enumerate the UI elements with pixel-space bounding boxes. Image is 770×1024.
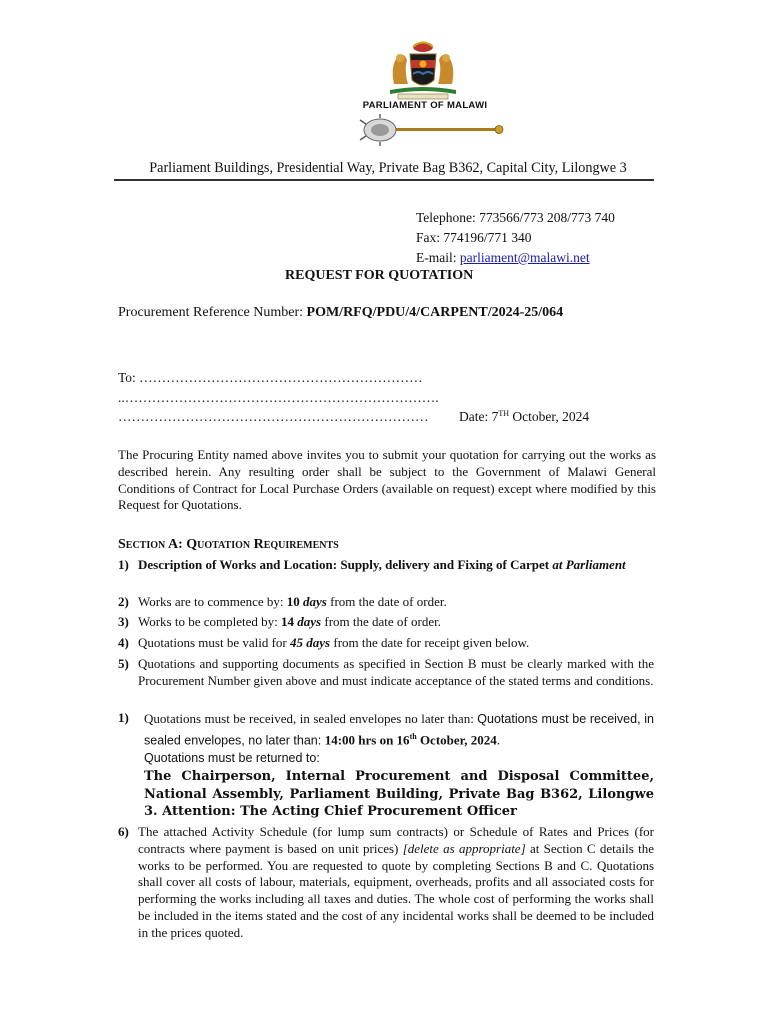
document-title: REQUEST FOR QUOTATION: [285, 268, 474, 283]
reference-label: Procurement Reference Number:: [118, 305, 307, 320]
mace-emblem: [358, 114, 506, 146]
addressee-block: The Chairperson, Internal Procurement and Disposal Committee, National Assembly, Parliament Building, Private Bag B362, Lilongwe 3. Attention: The Acting Chief Procurement Officer: [144, 769, 654, 819]
to-line-1: To: ………………………………………………………: [118, 370, 423, 385]
requirement-item-5: 5) Quotations and supporting documents as specified in Section B must be clearly marked with the Procurement Number given above and must indicate acceptance of the stated terms and conditions.: [118, 656, 654, 688]
header-divider: [114, 179, 654, 181]
section-a-heading: Section A: Quotation Requirements: [118, 537, 339, 552]
document-date: Date: 7TH October, 2024: [459, 409, 590, 424]
fax: Fax: 774196/771 340: [416, 230, 532, 245]
requirement-item-1: 1) Description of Works and Location: Supply, delivery and Fixing of Carpet at Parliament: [118, 557, 626, 572]
email-label: E-mail:: [416, 250, 460, 265]
parliament-crest-logo: [380, 40, 466, 100]
requirement-item-3: 3) Works to be completed by: 14 days from the date of order.: [118, 614, 441, 629]
reference-number: POM/RFQ/PDU/4/CARPENT/2024-25/064: [306, 305, 564, 320]
email-link[interactable]: parliament@malawi.net: [459, 250, 590, 265]
telephone: Telephone: 773566/773 208/773 740: [416, 210, 615, 225]
requirement-item-4: 4) Quotations must be valid for 45 days from the date for receipt given below.: [118, 635, 530, 650]
intro-paragraph: The Procuring Entity named above invites you to submit your quotation for carrying out the works as described herein. Any resulting order shall be subject to the Government of Malawi General Conditions of Contract for Local Purchase Orders (available on request) except where modified by this Request for Quotations.: [118, 447, 656, 513]
organization-name: PARLIAMENT OF MALAWI: [362, 100, 488, 111]
to-line-2: ..…………………………………………………………….: [118, 390, 439, 405]
requirement-item-2: 2) Works are to commence by: 10 days from the date of order.: [118, 594, 447, 609]
to-line-3: ……………………………………………………………: [118, 409, 429, 424]
email-row: [416, 248, 615, 268]
procurement-reference: [118, 305, 563, 321]
contact-block: [416, 208, 615, 268]
requirement-item-6: 6) The attached Activity Schedule (for lump sum contracts) or Schedule of Rates and Prices (for contracts where payment is based on unit prices) [delete as appropriate] at Section C details the works to be performed. You are requested to quote by completing Sections B and C. Quotations shall cover all costs of labour, materials, equipment, overheads, profits and all associated costs for performing the works including all taxes and duties. The whole cost of performing the works shall be included in the items stated and the cost of any incidental works shall be deemed to be included in the prices quoted.: [118, 824, 654, 940]
requirement-item-submission: 1) Quotations must be received, in sealed envelopes no later than: Quotations must be received, in sealed envelopes, no later than: 14:00 hrs on 16th October, 2024. Quotations must be returned to:: [118, 710, 654, 766]
address-line: Parliament Buildings, Presidential Way, Private Bag B362, Capital City, Lilongwe 3: [149, 160, 627, 176]
